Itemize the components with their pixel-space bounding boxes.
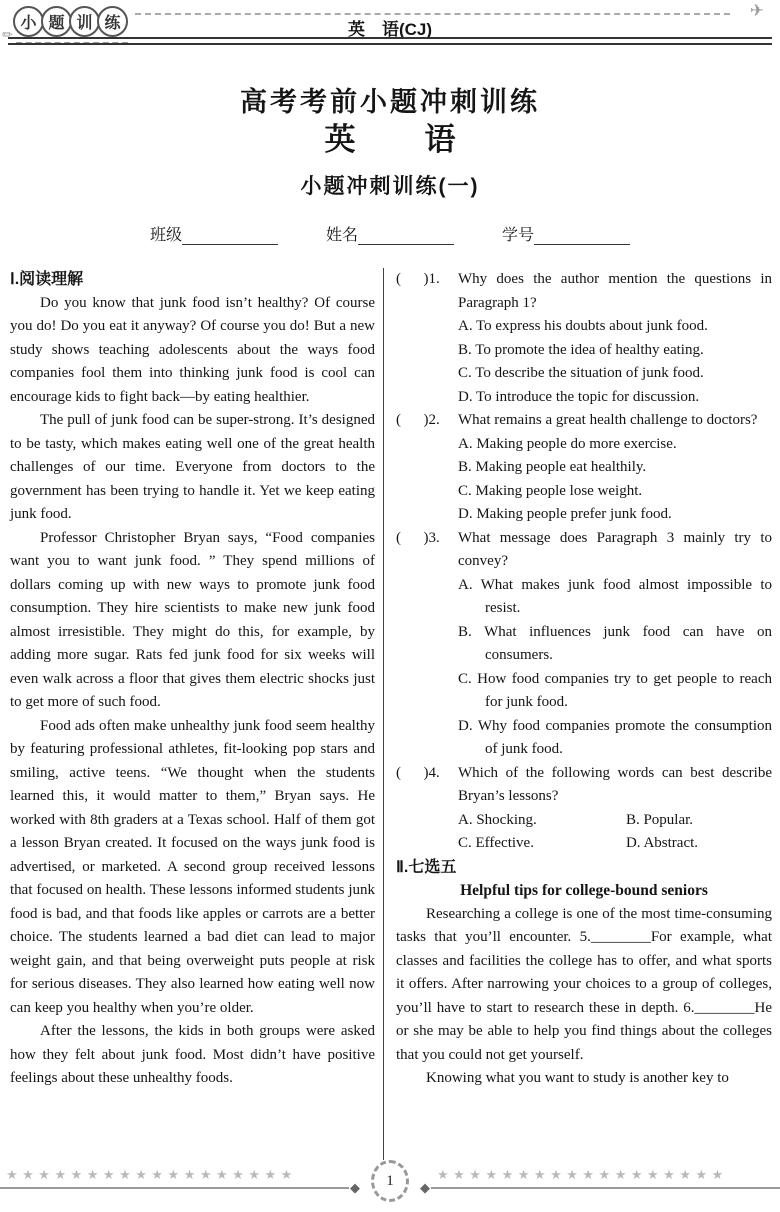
passage-paragraph: After the lessons, the kids in both groups were asked how they felt about junk food. Most didn’t have positive feelings about these unhealthy foods.: [10, 1023, 375, 1086]
question-option[interactable]: B. What influences junk food can have on consumers.: [458, 623, 772, 663]
question-option[interactable]: A. Shocking.: [458, 811, 537, 828]
questions-column: [383, 268, 772, 1160]
question-option[interactable]: D. Why food companies promote the consumption of junk food.: [458, 717, 772, 757]
footer-right-decoration: [419, 1168, 780, 1195]
question-stem: Why does the author mention the questions in Paragraph 1?: [458, 271, 772, 311]
body-columns: [10, 268, 772, 1160]
page-footer: [0, 1158, 780, 1204]
footer-line: [431, 1187, 780, 1189]
logo-character: 练: [97, 6, 128, 37]
section1-heading: Ⅰ.阅读理解: [10, 271, 84, 288]
question-option[interactable]: B. To promote the idea of healthy eating.: [458, 341, 704, 358]
answer-bracket[interactable]: ( )1.: [396, 271, 440, 287]
question-option[interactable]: A. What makes junk food almost impossible to resist.: [458, 576, 772, 616]
paper-plane-icon: ✈: [749, 1, 764, 21]
question-option[interactable]: D. Making people prefer junk food.: [458, 506, 672, 522]
answer-bracket[interactable]: ( )4.: [396, 764, 440, 781]
section2-heading: Ⅱ.七选五: [396, 858, 457, 876]
page-number-badge: [371, 1160, 409, 1202]
logo-character: 训: [69, 6, 100, 37]
question-stem: What remains a great health challenge to doctors?: [458, 412, 758, 428]
page-number: 1: [386, 1172, 394, 1189]
diamond-icon: ◆: [420, 1180, 430, 1196]
question-option[interactable]: D. To introduce the topic for discussion.: [458, 388, 700, 405]
paper-subtitle: 小题冲刺训练(一): [300, 175, 480, 198]
subject-title: 英 语: [324, 122, 456, 157]
name-label: 姓名: [325, 227, 358, 244]
student-info-row: [0, 222, 780, 245]
passage-paragraph: Do you know that junk food isn’t healthy? Of course you do! Do you eat it anyway? Of course you do! But a new study shows teaching adolescents about the ways food companies fool them into thinking junk food is cool can encourage kids to fight back—by eating healthier.: [10, 294, 375, 405]
question-option[interactable]: B. Making people eat healthily.: [458, 459, 647, 475]
question-item: [396, 268, 772, 409]
pencil-icon: ✏: [2, 28, 13, 43]
question-stem: Which of the following words can best describe Bryan’s lessons?: [458, 764, 772, 804]
footer-line: [0, 1187, 349, 1189]
star-row-icon: ★★★★★★★★★★★★★★★★★★: [6, 1167, 297, 1183]
name-field: [326, 222, 454, 245]
class-input[interactable]: [182, 227, 278, 245]
header-subject: 英 语(CJ): [347, 20, 433, 39]
question-option[interactable]: C. Making people lose weight.: [458, 482, 643, 499]
question-item: [396, 527, 772, 762]
answer-bracket[interactable]: ( )3.: [396, 529, 440, 546]
question-option[interactable]: B. Popular.: [625, 811, 694, 828]
cloze-paragraph: Knowing what you want to study is another key to: [426, 1070, 729, 1086]
id-input[interactable]: [534, 227, 630, 245]
question-item: [396, 409, 772, 527]
class-field: [150, 222, 278, 245]
question-option[interactable]: C. To describe the situation of junk food.: [458, 365, 704, 381]
logo-character: 小: [13, 6, 44, 37]
diamond-icon: ◆: [350, 1180, 360, 1196]
name-input[interactable]: [358, 227, 454, 245]
class-label: 班级: [149, 227, 182, 244]
passage-paragraph: The pull of junk food can be super-strong. It’s designed to be tasty, which makes eating well one of the great health challenges of our time. Everyone from doctors to the government has been trying to handle it. Yet we keep eating junk food.: [10, 412, 375, 522]
question-item: [396, 762, 772, 856]
exam-title: 高考考前小题冲刺训练: [240, 87, 540, 117]
answer-bracket[interactable]: ( )2.: [396, 412, 440, 428]
passage-paragraph: Food ads often make unhealthy junk food seem healthy by featuring professional athletes, fit-looking pop stars and smiling, active teens. “We thought when the students learned this, it would matter to them,” Bryan says. He worked with 8th graders at a Texas school. Half of them got a lesson Bryan created. It focused on the ways junk food is advertised, or marketed. A second group received lessons that focused on health. These lessons informed students junk food is bad, and that foods like apples or carrots are a better choice. The students learned a bad diet can lead to major weight gain, and that being overweight puts people at risk for serious diseases. They also learned how eating well now can keep you healthy when you’re older.: [10, 717, 375, 1016]
question-option[interactable]: C. How food companies try to get people to reach for junk food.: [458, 670, 772, 710]
cloze-paragraph: Researching a college is one of the most time-consuming tasks that you’ll encounter. 5.________For example, what classes and facilities the college has to offer, and what sports it offers. After narrowing your choices to a group of colleges, you’ll have to start to research these in depth. 6.________He or she may be able to help you find things about the colleges that you could not get yourself.: [396, 905, 772, 1063]
question-option[interactable]: C. Effective.: [458, 835, 534, 851]
footer-left-decoration: [0, 1168, 361, 1195]
question-option[interactable]: D. Abstract.: [625, 835, 699, 851]
reading-passage: [10, 292, 375, 1091]
question-list: [396, 268, 772, 856]
question-option[interactable]: A. Making people do more exercise.: [458, 435, 677, 452]
star-row-icon: ★★★★★★★★★★★★★★★★★★: [437, 1167, 728, 1183]
cloze-passage-title: Helpful tips for college-bound seniors: [460, 882, 708, 899]
header-rule: [8, 37, 772, 45]
question-option[interactable]: A. To express his doubts about junk food.: [458, 318, 708, 334]
id-label: 学号: [502, 227, 535, 244]
reading-column: [10, 268, 375, 1160]
passage-paragraph: Professor Christopher Bryan says, “Food companies want you to want junk food. ” They spend millions of dollars coming up with new ways to promote junk food consumption. They hire scientists to make new junk food almost irresistible. They might do this, for example, by adding more sugar. Rats fed junk food for six weeks will even walk across a floor that gives them electric shocks just to get more of such food.: [10, 529, 375, 710]
question-stem: What message does Paragraph 3 mainly try to convey?: [458, 529, 772, 569]
id-field: [502, 222, 630, 245]
logo-character: 题: [41, 6, 72, 37]
